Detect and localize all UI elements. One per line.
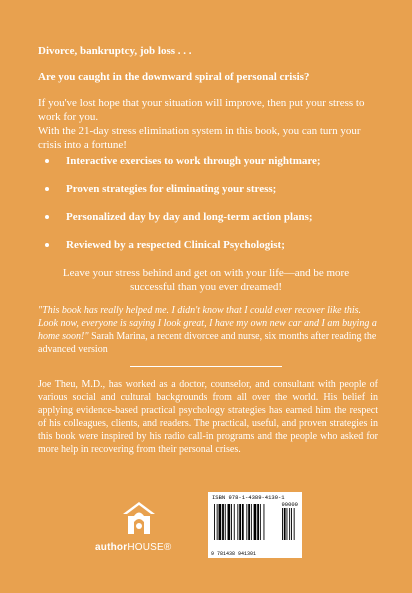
barcode-number: 9 781438 941301 (211, 551, 257, 557)
headline-losses: Divorce, bankruptcy, job loss . . . (38, 45, 192, 57)
intro-paragraph-2: With the 21-day stress elimination system in this book, you can turn your crisis into a fortune! (38, 125, 361, 151)
headline-question: Are you caught in the downward spiral of personal crisis? (38, 71, 310, 83)
intro-paragraph-1: If you've lost hope that your situation will improve, then put your stress to work for you. (38, 97, 365, 123)
bullet-icon (45, 215, 49, 219)
isbn-number: ISBN 978-1-4389-4130-1 (212, 494, 285, 501)
list-item-text: Personalized day by day and long-term action plans; (66, 211, 313, 223)
publisher-logo (95, 500, 180, 570)
barcode-bars (212, 502, 298, 548)
list-item (38, 238, 378, 266)
list-item (38, 154, 378, 182)
publisher-house-icon (121, 500, 157, 536)
publisher-name (95, 542, 185, 553)
list-item (38, 182, 378, 210)
divider (130, 366, 282, 367)
price-code: 90000 (281, 501, 298, 508)
testimonial-attribution: Sarah Marina, a recent divorcee and nurse, six months after reading the advanced version (38, 331, 377, 355)
list-item (38, 210, 378, 238)
bullet-icon (45, 243, 49, 247)
testimonial-quote: "This book has really helped me. I didn't know that I could ever recover like this. Look now, everyone is saying I look great, I have my own new car and I am buying a home soon!" (38, 305, 377, 342)
closing-statement: Leave your stress behind and get on with your life—and be more successful than you ever dreamed! (62, 267, 350, 293)
author-bio: Joe Theu, M.D., has worked as a doctor, counselor, and consultant with people of various social and cultural backgrounds from all over the world. His belief in applying evidence-based practical psychology strategies has earned him the respect of his colleagues, clients, and readers. The practical, useful, and proven strategies in this book were inspired by his radio call-in programs and the people who asked for more help in recovering from their personal crises. (38, 379, 378, 455)
testimonial (38, 304, 378, 356)
list-item-text: Proven strategies for eliminating your stress; (66, 183, 277, 195)
bullet-icon (45, 159, 49, 163)
list-item-text: Reviewed by a respected Clinical Psychologist; (66, 239, 285, 251)
list-item-text: Interactive exercises to work through your nightmare; (66, 155, 321, 167)
publisher-name-light: HOUSE® (127, 542, 172, 553)
isbn-barcode (208, 492, 302, 558)
publisher-name-bold: author (95, 542, 128, 553)
bullet-icon (45, 187, 49, 191)
feature-list (38, 154, 378, 266)
